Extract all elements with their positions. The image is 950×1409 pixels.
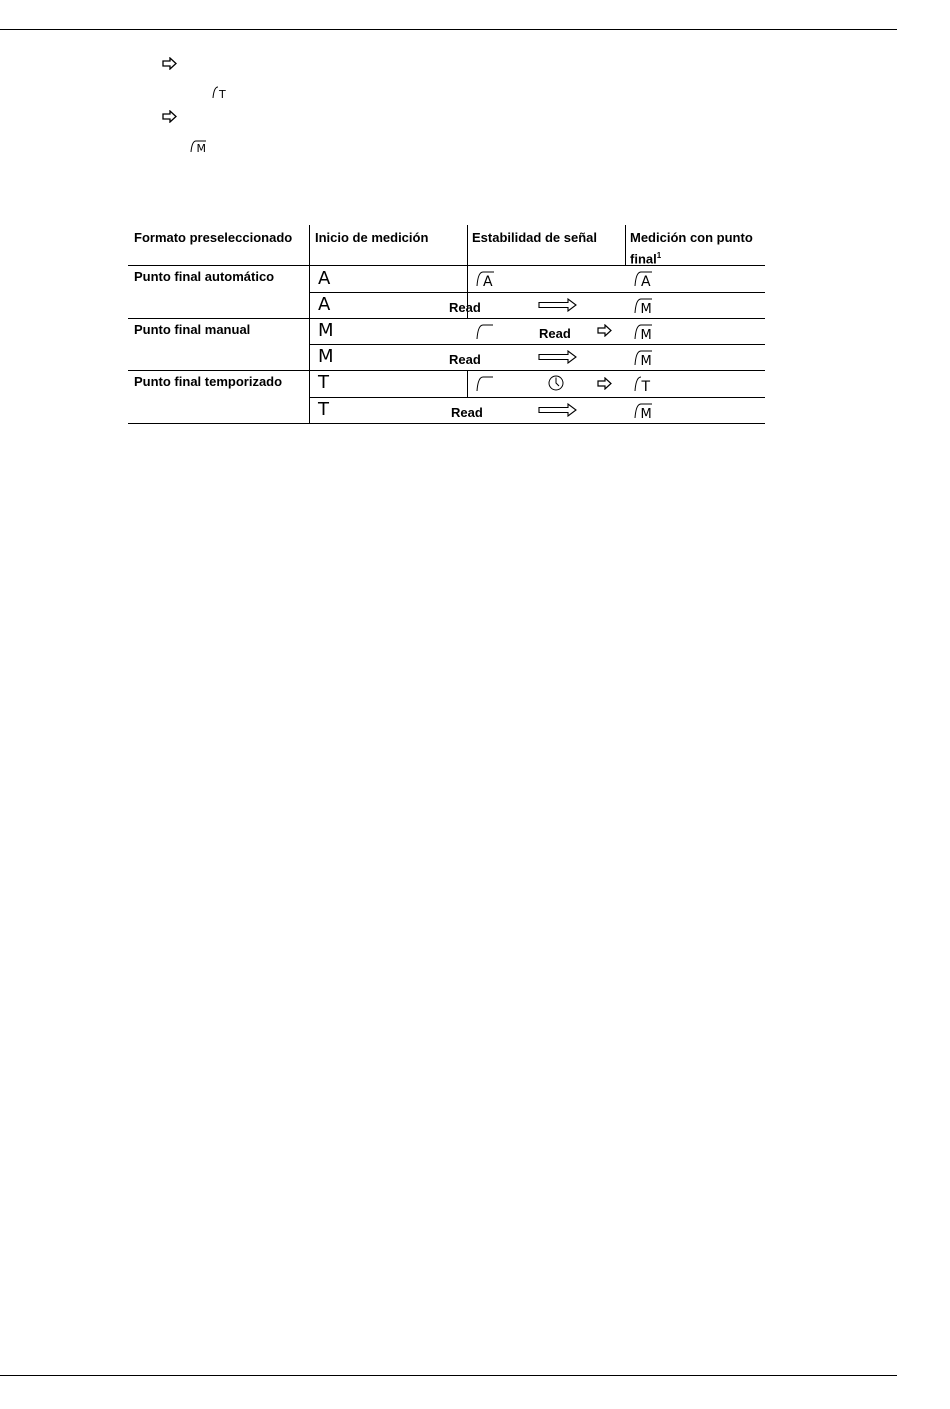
row-label-automatic: Punto final automático <box>134 269 275 284</box>
read-key-label: Read <box>539 326 571 341</box>
stability-curve-icon <box>476 374 496 397</box>
endpoint-M-letter: M <box>640 328 652 340</box>
endpoint-M-icon <box>190 139 208 153</box>
stable-A-icon <box>476 269 496 292</box>
endpoint-A-icon <box>634 269 654 292</box>
read-key-label: Read <box>451 405 483 420</box>
column-divider <box>625 225 626 265</box>
read-key-label: Read <box>449 300 481 315</box>
endpoint-table <box>128 225 765 425</box>
row-divider <box>128 370 765 371</box>
row-divider <box>309 397 765 398</box>
open-right-arrow-icon <box>597 377 613 395</box>
endpoint-T-icon <box>634 374 654 397</box>
endpoint-M-letter: M <box>640 302 652 314</box>
clock-icon <box>547 374 565 397</box>
stable-A-letter: A <box>483 274 493 287</box>
endpoint-T-letter: T <box>219 88 226 99</box>
read-key-label: Read <box>449 352 481 367</box>
row-divider <box>128 265 765 266</box>
row-label-manual: Punto final manual <box>134 322 251 337</box>
footer-rule <box>0 1375 897 1376</box>
endpoint-M-letter: M <box>196 142 206 153</box>
header-rule <box>0 29 897 30</box>
row-divider <box>128 318 765 319</box>
start-symbol-A: A <box>318 294 331 315</box>
endpoint-M-letter: M <box>640 407 652 419</box>
endpoint-M-letter: M <box>640 354 652 366</box>
column-divider <box>467 370 468 397</box>
endpoint-M-icon <box>634 296 654 319</box>
endpoint-A-letter: A <box>641 274 651 287</box>
endpoint-M-icon <box>634 348 654 371</box>
start-symbol-M: M <box>318 320 334 341</box>
long-right-arrow-icon <box>538 403 578 422</box>
endpoint-T-icon <box>212 85 228 99</box>
row-label-timed: Punto final temporizado <box>134 374 283 389</box>
row-divider <box>128 423 765 424</box>
header-endpoint-text: Medición con punto final <box>630 230 753 267</box>
endpoint-M-icon <box>634 401 654 424</box>
endpoint-M-icon <box>634 322 654 345</box>
stability-curve-icon <box>476 322 496 345</box>
start-symbol-T: T <box>318 399 329 420</box>
open-right-arrow-icon <box>162 57 178 70</box>
open-right-arrow-icon <box>597 324 613 342</box>
endpoint-T-letter: T <box>641 379 651 392</box>
header-measurement-start: Inicio de medición <box>315 230 429 245</box>
row-divider <box>309 344 765 345</box>
column-divider <box>309 225 310 423</box>
long-right-arrow-icon <box>538 350 578 369</box>
footnote-marker: 1 <box>656 251 662 260</box>
header-preset-format: Formato preseleccionado <box>134 230 293 245</box>
row-divider <box>309 292 765 293</box>
header-endpoint-measurement <box>630 229 765 268</box>
start-symbol-M: M <box>318 346 334 367</box>
long-right-arrow-icon <box>538 298 578 317</box>
open-right-arrow-icon <box>162 110 178 123</box>
header-signal-stability: Estabilidad de señal <box>472 230 597 245</box>
start-symbol-A: A <box>318 268 331 289</box>
start-symbol-T: T <box>318 372 329 393</box>
